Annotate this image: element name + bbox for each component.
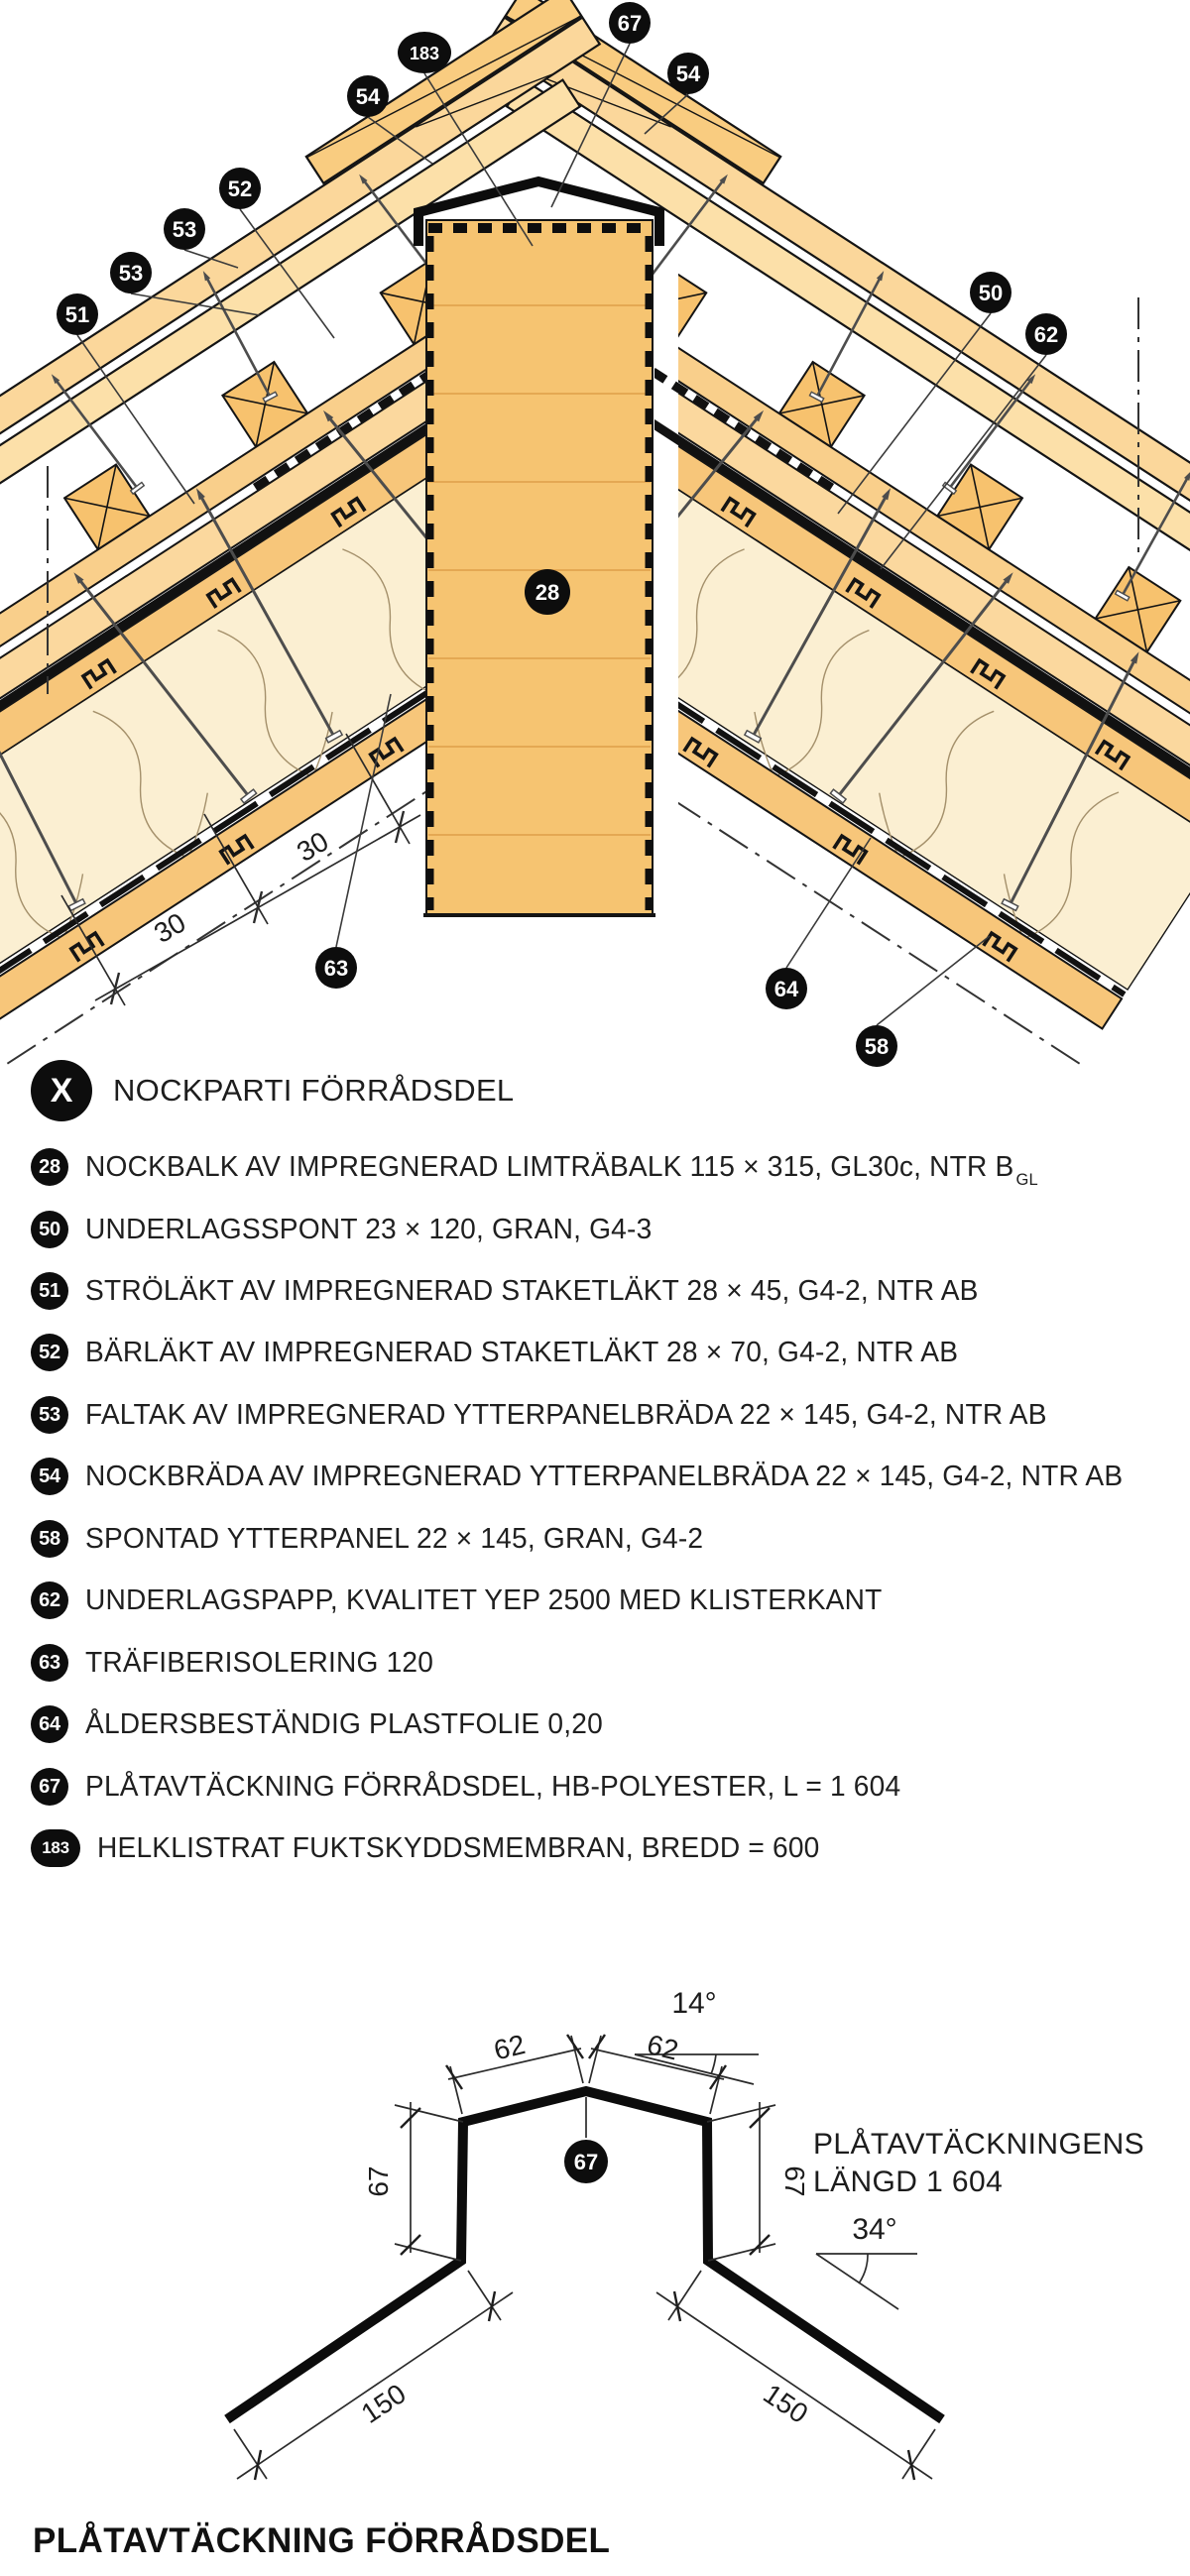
callout-58 [856,1025,897,1067]
legend-item-52: 52 BÄRLÄKT AV IMPREGNERAD STAKETLÄKT 28 × 70, G4-2, NTR AB [31,1334,987,1371]
flashing-note-line2: LÄNGD 1 604 [813,2166,1004,2198]
callout-51 [57,293,98,335]
legend-badge-58: 58 [31,1520,68,1558]
dim-150-right: 150 [758,2378,814,2430]
legend-badge-54: 54 [31,1458,68,1495]
legend-badge-50: 50 [31,1211,68,1248]
legend-item-28: 28 NOCKBALK AV IMPREGNERAD LIMTRÄBALK 115 × 315, GL30c, NTR B $_{GL}$ [31,1148,1068,1186]
svg-text:53: 53 [172,217,197,242]
dim-150-left: 150 [355,2378,412,2430]
legend-badge-64: 64 [31,1705,68,1743]
legend-item-62: 62 UNDERLAGSPAPP, KVALITET YEP 2500 MED KLISTERKANT [31,1581,908,1619]
detail-title: PLÅTAVTÄCKNING FÖRRÅDSDEL [33,2521,611,2560]
legend-item-67: 67 PLÅTAVTÄCKNING FÖRRÅDSDEL, HB-POLYESTER, L = 1 604 [31,1768,928,1806]
dim-30-label-a: 30 [148,906,191,950]
callout-53-upper [164,208,205,250]
legend-item-50: 50 UNDERLAGSSPONT 23 × 120, GRAN, G4-3 [31,1211,671,1248]
svg-text:63: 63 [323,956,349,981]
callout-50 [970,272,1012,313]
ridge-section-drawing [0,0,1190,1071]
detail-dim-ticks [255,2035,914,2480]
dim-62-left: 62 [490,2028,529,2066]
callout-54-left [347,75,389,117]
svg-text:54: 54 [675,61,701,86]
legend-item-183: 183 HELKLISTRAT FUKTSKYDDSMEMBRAN, BREDD = 600 [31,1829,844,1867]
callout-53-lower [110,252,152,293]
svg-text:67: 67 [617,11,643,36]
legend-item-64: 64 ÅLDERSBESTÄNDIG PLASTFOLIE 0,20 [31,1705,621,1743]
callout-52 [219,168,261,209]
legend-badge-28: 28 [31,1148,68,1186]
legend-item-63: 63 TRÄFIBERISOLERING 120 [31,1644,446,1682]
svg-text:67: 67 [573,2150,599,2174]
svg-text:64: 64 [774,977,799,1001]
flashing-detail-drawing [0,1933,1190,2576]
svg-text:28: 28 [535,580,560,605]
flashing-note-line1: PLÅTAVTÄCKNINGENS [813,2128,1145,2161]
legend-badge-51: 51 [31,1272,68,1310]
callout-28 [525,569,570,615]
legend-item-54: 54 NOCKBRÄDA AV IMPREGNERAD YTTERPANELBRÄDA 22 × 145, G4-2, NTR AB [31,1458,1157,1495]
angle-34-label: 34° [852,2213,897,2246]
svg-text:52: 52 [227,176,253,201]
svg-text:53: 53 [118,261,144,286]
svg-text:58: 58 [864,1034,890,1059]
detail-callout-67 [564,2140,608,2183]
legend-item-58: 58 SPONTAD YTTERPANEL 22 × 145, GRAN, G4-2 [31,1520,725,1558]
legend-badge-62: 62 [31,1581,68,1619]
svg-text:50: 50 [978,281,1004,305]
legend-badge-183: 183 [31,1829,80,1867]
legend-badge-63: 63 [31,1644,68,1682]
dim-62-right: 62 [644,2028,682,2066]
legend-badge-67: 67 [31,1768,68,1806]
svg-text:54: 54 [355,84,381,109]
callout-67 [609,2,651,44]
dim-67-left: 67 [363,2166,394,2197]
callout-64 [766,968,807,1009]
dim-67-right: 67 [779,2166,810,2197]
legend-item-51: 51 STRÖLÄKT AV IMPREGNERAD STAKETLÄKT 28 × 45, G4-2, NTR AB [31,1272,1009,1310]
callout-54-right [667,53,709,94]
legend-badge-52: 52 [31,1334,68,1371]
detail-dim-lines [234,2036,935,2479]
ridge-beam [418,181,659,915]
angle-14-label: 14° [671,1987,717,2020]
legend-badge-53: 53 [31,1396,68,1434]
legend-title-badge: X [31,1060,92,1121]
svg-text:183: 183 [409,44,440,63]
legend-item-53: 53 FALTAK AV IMPREGNERAD YTTERPANELBRÄDA 22 × 145, G4-2, NTR AB [31,1396,1079,1434]
legend-title-row [31,1060,514,1121]
callout-63 [315,947,357,989]
dim-30-label-b: 30 [291,825,334,869]
svg-text:62: 62 [1033,322,1059,347]
svg-text:51: 51 [64,302,90,327]
section-title: NOCKPARTI FÖRRÅDSDEL [113,1073,515,1108]
callout-62 [1025,313,1067,355]
callout-183 [398,32,451,73]
